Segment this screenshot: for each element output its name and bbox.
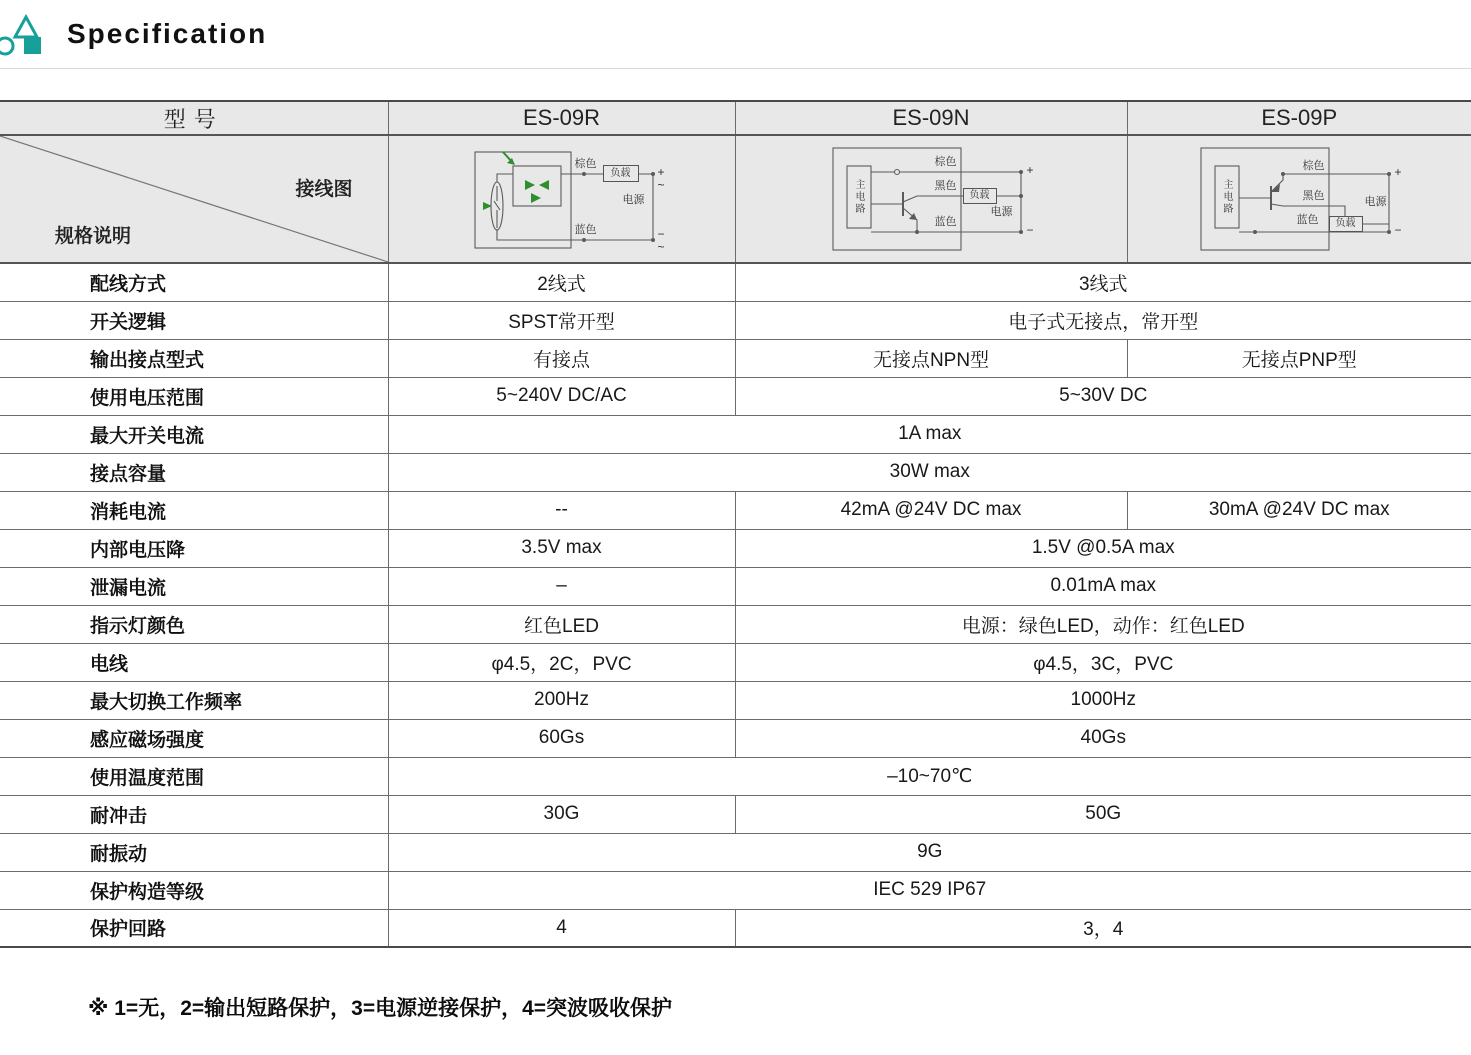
row-value: 有接点 <box>388 339 735 377</box>
row-value: –10~70℃ <box>388 757 1471 795</box>
row-value: – <box>388 567 735 605</box>
row-label: 最大切换工作频率 <box>0 681 388 719</box>
row-label: 输出接点型式 <box>0 339 388 377</box>
brand-shapes-icon <box>0 12 56 67</box>
wire-blue-label: 蓝色 <box>574 224 597 236</box>
table-row <box>0 605 1471 643</box>
specification-table <box>0 100 1471 948</box>
row-value: 无接点NPN型 <box>735 339 1127 377</box>
row-label: 指示灯颜色 <box>0 605 388 643</box>
row-value: 40Gs <box>735 719 1471 757</box>
row-value: 红色LED <box>388 605 735 643</box>
plus-terminal: + <box>657 165 665 179</box>
ac-terminal: ~ <box>657 178 665 192</box>
table-row <box>0 453 1471 491</box>
protection-circuit-footnote: ※ 1=无，2=输出短路保护，3=电源逆接保护，4=突波吸收保护 <box>88 997 673 1020</box>
row-label: 使用温度范围 <box>0 757 388 795</box>
row-value: 30G <box>388 795 735 833</box>
wire-brown-label: 棕色 <box>574 158 597 170</box>
row-value: 电子式无接点，常开型 <box>735 301 1471 339</box>
load-box: 负载 <box>603 165 639 182</box>
row-value: 5~30V DC <box>735 377 1471 415</box>
es09p-diagram-cell <box>1127 135 1471 263</box>
row-label: 保护回路 <box>0 909 388 947</box>
table-row <box>0 833 1471 871</box>
main-circuit-label: 主电路 <box>853 179 864 215</box>
power-label: 电源 <box>1364 196 1387 208</box>
row-value: 42mA @24V DC max <box>735 491 1127 529</box>
header-es09p: ES-09P <box>1127 101 1471 135</box>
row-value: 2线式 <box>388 263 735 301</box>
table-row <box>0 415 1471 453</box>
load-box: 负载 <box>1329 216 1363 232</box>
wire-black-label: 黑色 <box>934 180 957 192</box>
row-label: 开关逻辑 <box>0 301 388 339</box>
main-circuit-label: 主电路 <box>1221 179 1232 215</box>
row-label: 接点容量 <box>0 453 388 491</box>
table-row <box>0 643 1471 681</box>
row-value: 电源：绿色LED，动作：红色LED <box>735 605 1471 643</box>
row-label: 最大开关电流 <box>0 415 388 453</box>
row-value: 30mA @24V DC max <box>1127 491 1471 529</box>
power-label: 电源 <box>622 194 645 206</box>
power-label: 电源 <box>990 206 1013 218</box>
row-label: 泄漏电流 <box>0 567 388 605</box>
table-row <box>0 795 1471 833</box>
es09n-diagram-cell <box>735 135 1127 263</box>
es09r-wiring-diagram <box>447 144 677 256</box>
row-value: SPST常开型 <box>388 301 735 339</box>
minus-terminal: − <box>657 227 665 241</box>
wiring-diagram-label: 接线图 <box>295 179 353 200</box>
table-row <box>0 339 1471 377</box>
wire-brown-label: 棕色 <box>1302 160 1325 172</box>
row-value: 1A max <box>388 415 1471 453</box>
row-value: 3.5V max <box>388 529 735 567</box>
plus-terminal: + <box>1026 163 1034 177</box>
row-value: 4 <box>388 909 735 947</box>
load-box: 负载 <box>963 188 997 204</box>
row-value: 1000Hz <box>735 681 1471 719</box>
row-value: 1.5V @0.5A max <box>735 529 1471 567</box>
row-label: 使用电压范围 <box>0 377 388 415</box>
row-value: 无接点PNP型 <box>1127 339 1471 377</box>
header-model: 型号 <box>0 101 388 135</box>
es09r-diagram-cell <box>388 135 735 263</box>
ac-terminal: ~ <box>657 240 665 254</box>
row-label: 保护构造等级 <box>0 871 388 909</box>
table-row <box>0 491 1471 529</box>
es09n-wiring-diagram <box>817 144 1047 256</box>
minus-terminal: − <box>1026 223 1034 237</box>
header-es09r: ES-09R <box>388 101 735 135</box>
table-row <box>0 263 1471 301</box>
row-label: 内部电压降 <box>0 529 388 567</box>
row-value: 0.01mA max <box>735 567 1471 605</box>
minus-terminal: − <box>1394 223 1402 237</box>
table-row <box>0 301 1471 339</box>
row-label: 耐振动 <box>0 833 388 871</box>
row-value: 50G <box>735 795 1471 833</box>
spec-description-label: 规格说明 <box>55 226 132 247</box>
table-row <box>0 719 1471 757</box>
row-label: 电线 <box>0 643 388 681</box>
wire-blue-label: 蓝色 <box>934 216 957 228</box>
row-value: 5~240V DC/AC <box>388 377 735 415</box>
page-title: Specification <box>67 18 268 49</box>
table-row <box>0 567 1471 605</box>
table-row <box>0 871 1471 909</box>
row-value: φ4.5，3C，PVC <box>735 643 1471 681</box>
header-divider <box>0 68 1471 69</box>
row-value: 200Hz <box>388 681 735 719</box>
table-row <box>0 909 1471 947</box>
header-es09n: ES-09N <box>735 101 1127 135</box>
table-header-row <box>0 101 1471 135</box>
row-value: φ4.5，2C，PVC <box>388 643 735 681</box>
table-row <box>0 377 1471 415</box>
wire-brown-label: 棕色 <box>934 156 957 168</box>
row-value: 30W max <box>388 453 1471 491</box>
row-label: 耐冲击 <box>0 795 388 833</box>
diagonal-header-cell <box>0 135 388 263</box>
row-value: -- <box>388 491 735 529</box>
table-row <box>0 757 1471 795</box>
row-value: 9G <box>388 833 1471 871</box>
wire-blue-label: 蓝色 <box>1296 214 1319 226</box>
table-row <box>0 681 1471 719</box>
row-value: IEC 529 IP67 <box>388 871 1471 909</box>
es09p-wiring-diagram <box>1185 144 1415 256</box>
wire-black-label: 黑色 <box>1302 190 1325 202</box>
row-value: 60Gs <box>388 719 735 757</box>
row-value: 3线式 <box>735 263 1471 301</box>
wiring-diagram-row <box>0 135 1471 263</box>
plus-terminal: + <box>1394 165 1402 179</box>
row-label: 配线方式 <box>0 263 388 301</box>
row-label: 感应磁场强度 <box>0 719 388 757</box>
row-label: 消耗电流 <box>0 491 388 529</box>
table-row <box>0 529 1471 567</box>
row-value: 3，4 <box>735 909 1471 947</box>
